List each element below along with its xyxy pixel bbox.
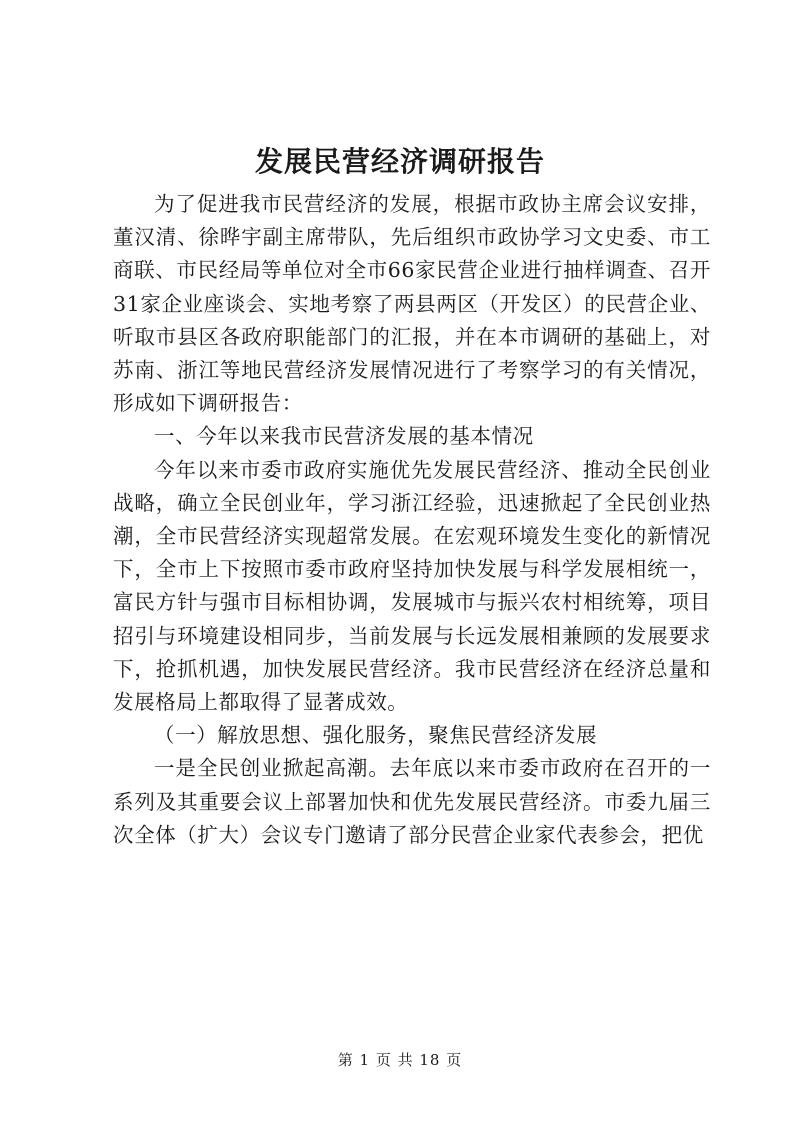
- subsection-1-paragraph: 一是全民创业掀起高潮。去年底以来市委市政府在召开的一系列及其重要会议上部署加快和优先发展民营经济。市委九届三次全体（扩大）会议专门邀请了部分民营企业家代表参会，把优: [113, 756, 711, 847]
- document-body: [113, 188, 711, 852]
- document-title: 发展民营经济调研报告: [254, 145, 545, 178]
- subsection-heading-1: （一）解放思想、强化服务，聚焦民营经济发展: [154, 723, 598, 748]
- section-1-paragraph: 今年以来市委市政府实施优先发展民营经济、推动全民创业战略，确立全民创业年，学习浙江经验，迅速掀起了全民创业热潮，全市民营经济实现超常发展。在宏观环境发生变化的新情况下，全市上下按照市委市政府坚持加快发展与科学发展相统一，富民方针与强市目标相协调，发展城市与振兴农村相统筹，项目招引与环境建设相同步，当前发展与长远发展相兼顾的发展要求下，抢抓机遇，加快发展民营经济。我市民营经济在经济总量和发展格局上都取得了显著成效。: [113, 457, 711, 715]
- intro-paragraph: 为了促进我市民营经济的发展，根据市政协主席会议安排，董汉清、徐晔宇副主席带队，先后组织市政协学习文史委、市工商联、市民经局等单位对全市66家民营企业进行抽样调查、召开31家企业座谈会、实地考察了两县两区（开发区）的民营企业、听取市县区各政府职能部门的汇报，并在本市调研的基础上，对苏南、浙江等地民营经济发展情况进行了考察学习的有关情况，形成如下调研报告：: [113, 192, 711, 416]
- section-heading-1: 一、今年以来我市民营济发展的基本情况: [154, 424, 534, 449]
- page-number-footer: 第 1 页 共 18 页: [337, 1051, 463, 1069]
